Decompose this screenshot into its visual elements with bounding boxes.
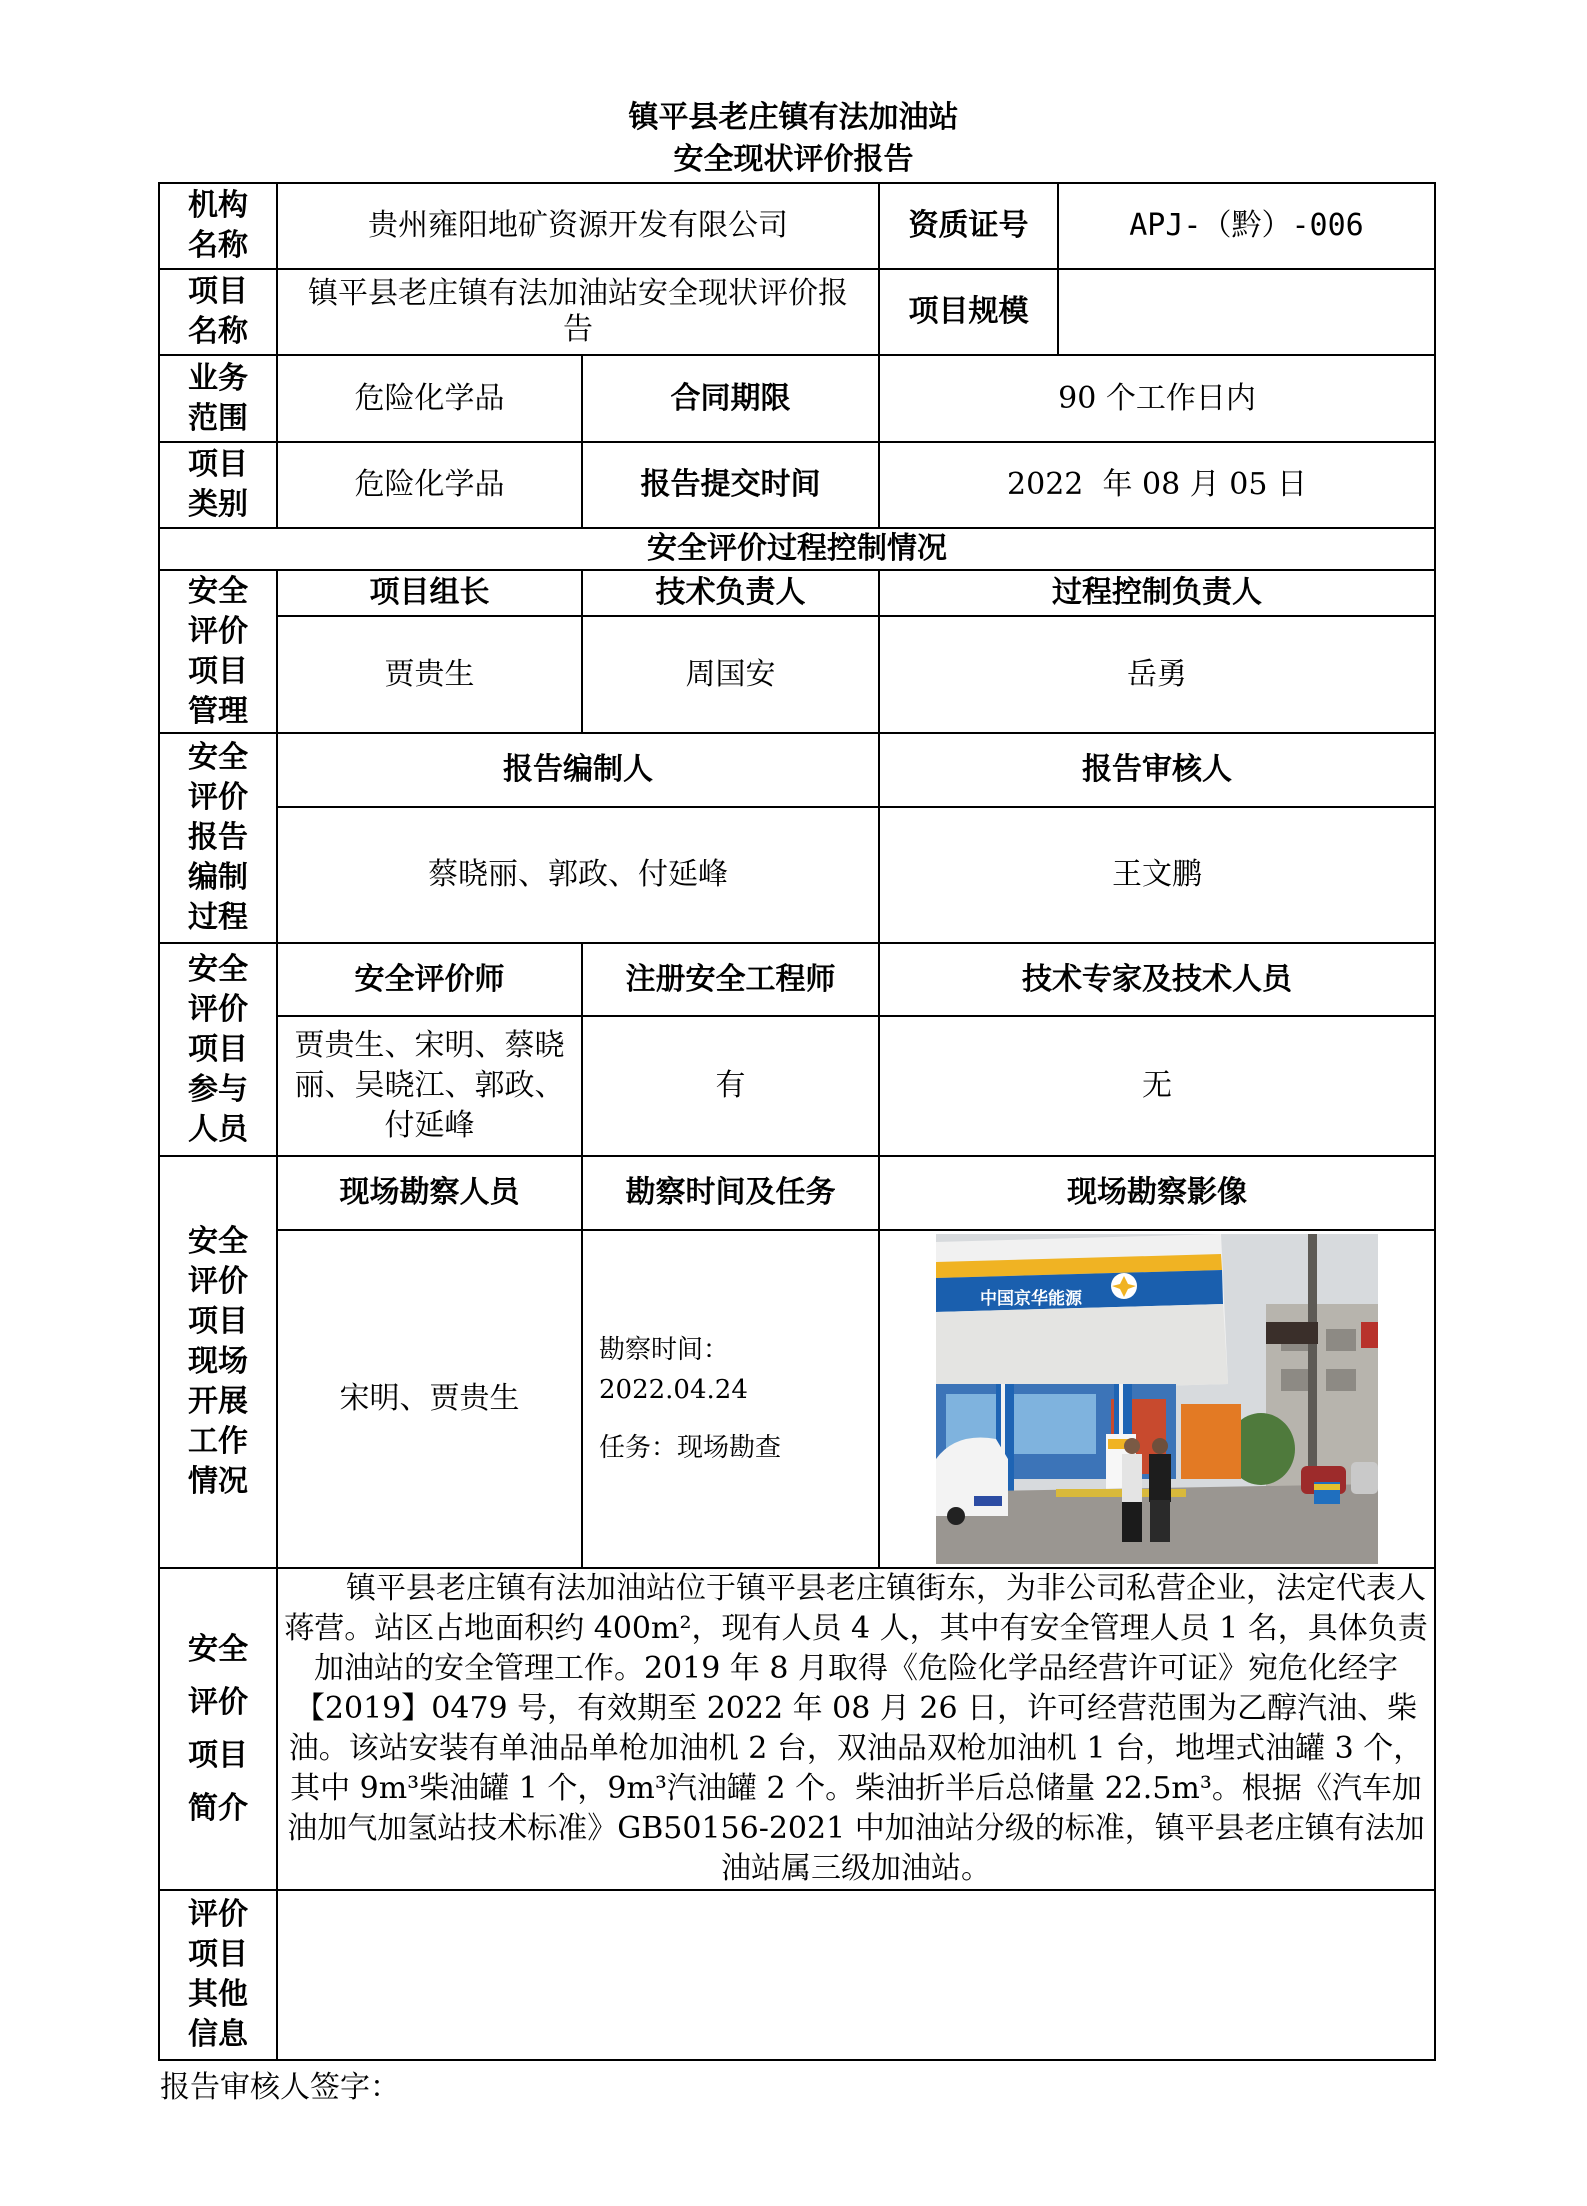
expert-value: 无: [879, 1016, 1435, 1156]
table-row: [159, 1568, 1435, 1890]
other-info-value: [277, 1890, 1435, 2060]
table-row: [159, 807, 1435, 943]
compiler-header: 报告编制人: [277, 733, 879, 807]
project-type-label: 项目 类别: [159, 442, 277, 528]
survey-photo-cell: [879, 1230, 1435, 1568]
project-scale-value: [1058, 269, 1435, 355]
participants-label: 安全 评价 项目 参与 人员: [159, 943, 277, 1156]
survey-task-cell: [582, 1230, 879, 1568]
expert-header: 技术专家及技术人员: [879, 943, 1435, 1016]
cert-number-value: APJ-（黔）-006: [1058, 183, 1435, 269]
org-name-label: 机构 名称: [159, 183, 277, 269]
submit-time-value: 2022 年 08 月 05 日: [879, 442, 1435, 528]
tech-lead-value: 周国安: [582, 616, 879, 733]
site-survey-photo: [936, 1234, 1378, 1564]
survey-task-header: 勘察时间及任务: [582, 1156, 879, 1230]
document-title: 镇平县老庄镇有法加油站: [628, 100, 959, 135]
table-row: [159, 616, 1435, 733]
contract-period-label: 合同期限: [582, 355, 879, 442]
table-row: [159, 1016, 1435, 1156]
project-scale-label: 项目规模: [879, 269, 1058, 355]
control-lead-header: 过程控制负责人: [879, 570, 1435, 616]
project-name-label: 项目 名称: [159, 269, 277, 355]
project-intro-text: 镇平县老庄镇有法加油站位于镇平县老庄镇街东，为非公司私营企业，法定代表人蒋营。站区占地面积约 400m²，现有人员 4 人，其中有安全管理人员 1 名，具体负责加油站的安全管理工作。2019 年 8 月取得《危险化学品经营许可证》宛危化经字【2019】0479 号，有效期至 2022 年 08 月 26 日，许可经营范围为乙醇汽油、柴油。该站安装有单油品单枪加油机 2 台，双油品双枪加油机 1 台，地埋式油罐 3 个，其中 9m³柴油罐 1 个，9m³汽油罐 2 个。柴油折半后总储量 22.5m³。根据《汽车加油加气加氢站技术标准》GB50156-2021 中加油站分级的标准，镇平县老庄镇有法加油站属三级加油站。: [277, 1568, 1435, 1890]
table-row: [159, 943, 1435, 1016]
reviewer-value: 王文鹏: [879, 807, 1435, 943]
report-compile-label: 安全 评价 报告 编制 过程: [159, 733, 277, 943]
table-row: [159, 442, 1435, 528]
table-row: [159, 570, 1435, 616]
surveyor-header: 现场勘察人员: [277, 1156, 582, 1230]
document-subtitle: 安全现状评价报告: [673, 142, 914, 177]
table-row: [159, 528, 1435, 570]
project-type-value: 危险化学品: [277, 442, 582, 528]
contract-period-value: 90 个工作日内: [879, 355, 1435, 442]
leader-header: 项目组长: [277, 570, 582, 616]
survey-image-header: 现场勘察影像: [879, 1156, 1435, 1230]
project-management-label: 安全 评价 项目 管理: [159, 570, 277, 733]
evaluator-header: 安全评价师: [277, 943, 582, 1016]
tech-lead-header: 技术负责人: [582, 570, 879, 616]
evaluator-value: 贾贵生、宋明、蔡晓丽、吴晓江、郭政、付延峰: [277, 1016, 582, 1156]
engineer-value: 有: [582, 1016, 879, 1156]
survey-task: 任务：现场勘查: [599, 1433, 782, 1463]
table-row: [159, 1156, 1435, 1230]
cert-number-label: 资质证号: [879, 183, 1058, 269]
table-row: [159, 355, 1435, 442]
engineer-header: 注册安全工程师: [582, 943, 879, 1016]
surveyor-value: 宋明、贾贵生: [277, 1230, 582, 1568]
business-scope-label: 业务 范围: [159, 355, 277, 442]
org-name-value: 贵州雍阳地矿资源开发有限公司: [277, 183, 879, 269]
reviewer-signature-label: 报告审核人签字：: [160, 2070, 400, 2105]
project-intro-label: 安全 评价 项目 简介: [159, 1568, 277, 1890]
compiler-value: 蔡晓丽、郭政、付延峰: [277, 807, 879, 943]
survey-time: 勘察时间：2022.04.24: [599, 1335, 748, 1405]
reviewer-header: 报告审核人: [879, 733, 1435, 807]
table-row: [159, 183, 1435, 269]
business-scope-value: 危险化学品: [277, 355, 582, 442]
project-name-value: 镇平县老庄镇有法加油站安全现状评价报告: [277, 269, 879, 355]
table-row: [159, 733, 1435, 807]
other-info-label: 评价 项目 其他 信息: [159, 1890, 277, 2060]
submit-time-label: 报告提交时间: [582, 442, 879, 528]
control-lead-value: 岳勇: [879, 616, 1435, 733]
canopy-sign-text: 中国京华能源: [980, 1289, 1082, 1309]
evaluation-info-table: [158, 182, 1436, 2061]
section-title: 安全评价过程控制情况: [159, 528, 1435, 570]
site-work-label: 安全 评价 项目 现场 开展 工作 情况: [159, 1156, 277, 1568]
table-row: [159, 1890, 1435, 2060]
table-row: [159, 269, 1435, 355]
leader-value: 贾贵生: [277, 616, 582, 733]
table-row: [159, 1230, 1435, 1568]
